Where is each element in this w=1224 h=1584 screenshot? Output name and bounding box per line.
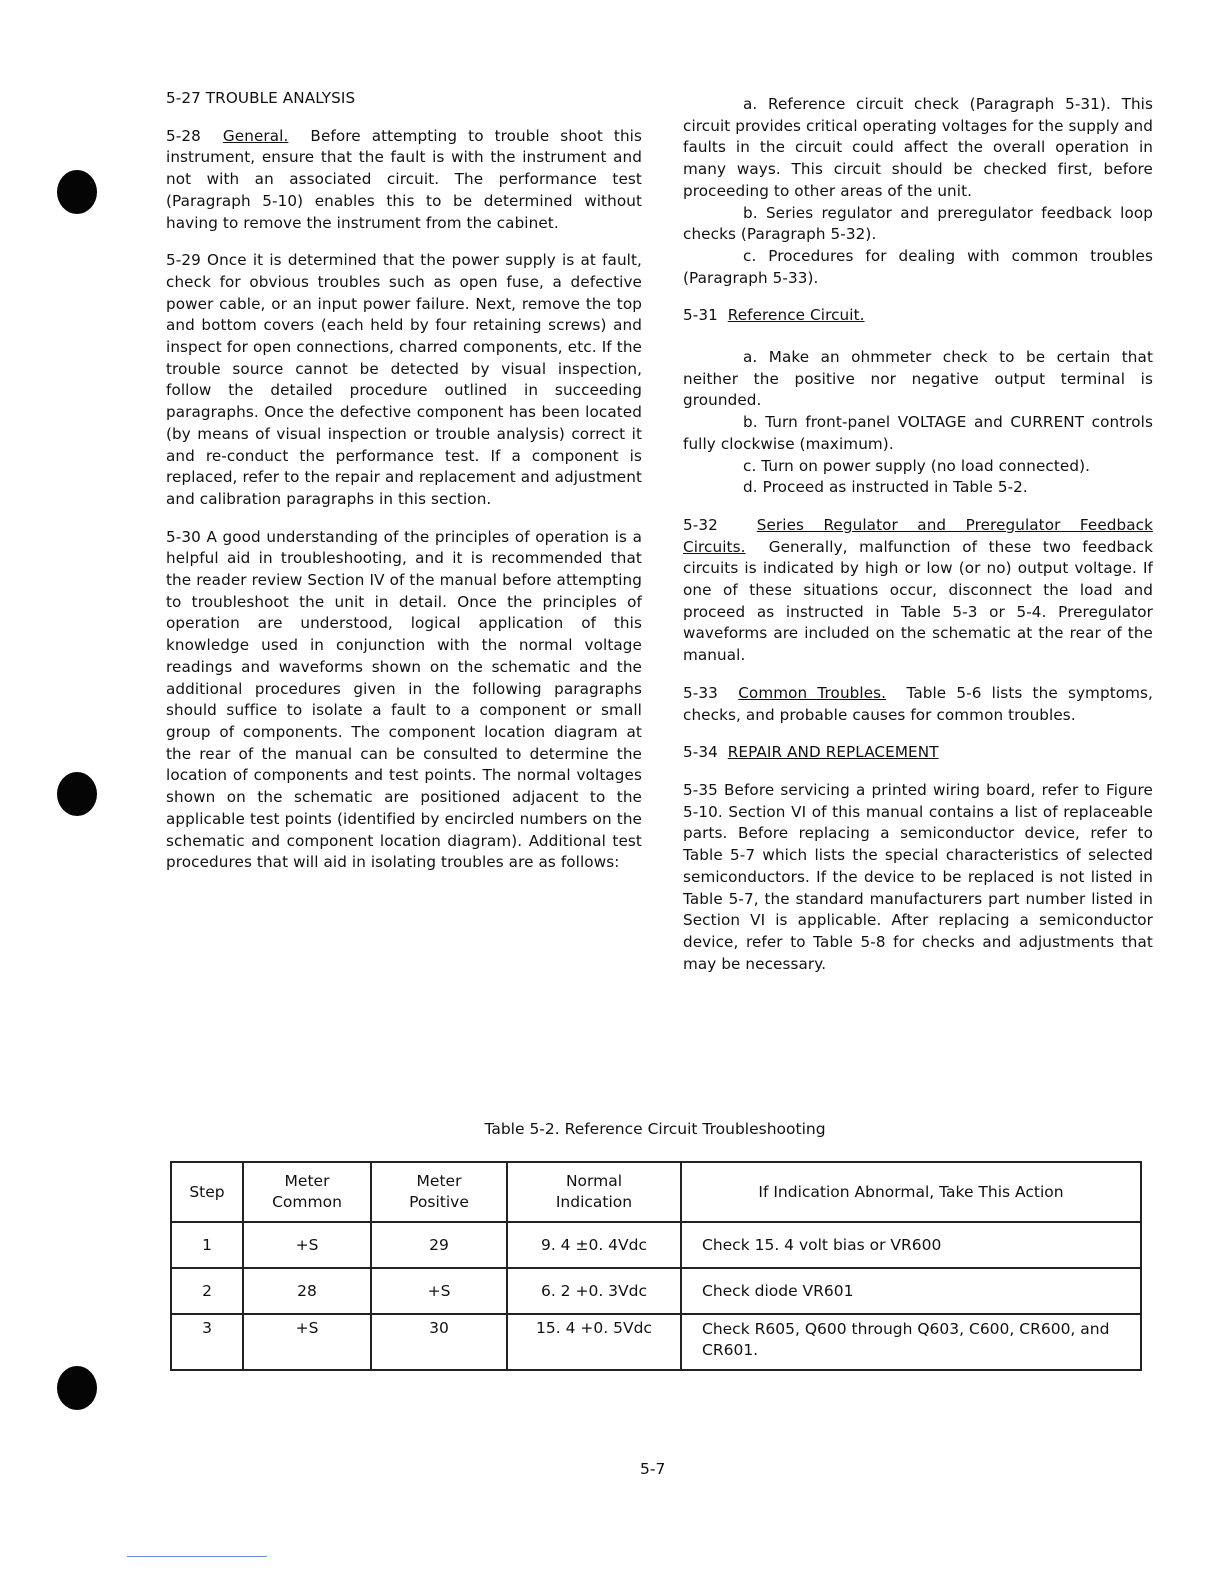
table-row: [171, 1222, 1141, 1268]
paragraph-title: General.: [222, 126, 289, 145]
header-line: Meter: [284, 1172, 330, 1190]
cell-normal: 6. 2 +0. 3Vdc: [507, 1268, 681, 1314]
cell-common: +S: [243, 1222, 371, 1268]
cell-common: 28: [243, 1268, 371, 1314]
paragraph-number: 5-28: [166, 126, 201, 145]
paragraph-5-29: 5-29 Once it is determined that the power supply is at fault, check for obvious troubles such as open fuse, a defective power cable, or an input power failure. Next, remove the top and bottom covers (each held by four retaining screws) and inspect for open connections, charred components, etc. If the trouble source cannot be detected by visual inspection, follow the detailed procedure outlined in succeeding paragraphs. Once the defective component has been located (by means of visual inspection or trouble analysis) correct it and re-conduct the performance test. If a component is replaced, refer to the repair and replacement and adjustment and calibration paragraphs in this section.: [166, 251, 642, 508]
paragraph-5-32: [683, 515, 1153, 667]
ref-step-c: c. Turn on power supply (no load connected).: [743, 456, 1091, 475]
cell-normal: 9. 4 ±0. 4Vdc: [507, 1222, 681, 1268]
ref-step-b: b. Turn front-panel VOLTAGE and CURRENT controls fully clockwise (maximum).: [683, 413, 1153, 453]
paragraph-text: Generally, malfunction of these two feedback circuits is indicated by high or low (or no) output voltage. If one of these situations occur, disconnect the load and proceed as instructed in Table 5-3 or 5-4. Preregulator waveforms are included on the schematic at the rear of the manual.: [683, 537, 1154, 665]
punch-hole-middle: [57, 772, 97, 816]
header-line: Indication: [555, 1193, 633, 1211]
cell-common: +S: [243, 1314, 371, 1370]
paragraph-title: REPAIR AND REPLACEMENT: [727, 743, 939, 762]
cell-positive: 30: [371, 1314, 507, 1370]
table-row: [171, 1268, 1141, 1314]
header-step: Step: [171, 1162, 243, 1222]
page-number: 5-7: [640, 1460, 666, 1478]
cell-normal: 15. 4 +0. 5Vdc: [507, 1314, 681, 1370]
header-line: Meter: [416, 1172, 462, 1190]
paragraph-text: Table 5-6 lists the symptoms, checks, and probable causes for common troubles.: [683, 683, 1153, 724]
header-line: Normal: [565, 1172, 623, 1190]
paragraph-5-28: [166, 126, 642, 235]
header-line: Positive: [409, 1193, 469, 1211]
cell-action: Check R605, Q600 through Q603, C600, CR600, and CR601.: [681, 1314, 1141, 1370]
item-c: c. Procedures for dealing with common troubles (Paragraph 5-33).: [683, 246, 1153, 287]
punch-hole-top: [57, 170, 97, 214]
section-heading: 5-27 TROUBLE ANALYSIS: [166, 89, 356, 107]
reference-circuit-table: [170, 1161, 1142, 1371]
paragraph-5-35: 5-35 Before servicing a printed wiring board, refer to Figure 5-10. Section VI of this manual contains a list of replaceable parts. Before replacing a semiconductor device, refer to Table 5-7 which lists the special characteristics of selected semiconductors. If the device to be replaced is not listed in Table 5-7, the standard manufacturers part number listed in Section VI is applicable. After replacing a semiconductor device, refer to Table 5-8 for checks and adjustments that may be necessary.: [683, 780, 1153, 973]
header-line: Common: [272, 1193, 342, 1211]
table-caption: Table 5-2. Reference Circuit Troubleshooting: [484, 1120, 826, 1138]
paragraph-text: Before attempting to trouble shoot this instrument, ensure that the fault is with the instrument and not with an associated circuit. The performance test (Paragraph 5-10) enables this to be determined without having to remove the instrument from the cabinet.: [166, 126, 643, 232]
paragraph-5-33: [683, 683, 1153, 726]
paragraph-title: Series Regulator and Preregulator Feedback Circuits.: [683, 515, 1154, 556]
footer-rule: [127, 1556, 267, 1557]
punch-hole-bottom: [57, 1366, 97, 1410]
ref-step-d: d. Proceed as instructed in Table 5-2.: [743, 478, 1028, 497]
cell-step: 3: [171, 1314, 243, 1370]
item-b: b. Series regulator and preregulator feedback loop checks (Paragraph 5-32).: [683, 203, 1153, 244]
paragraph-title: Common Troubles.: [738, 683, 887, 702]
paragraph-5-34-heading: [683, 742, 1153, 764]
right-column: [683, 94, 1153, 991]
cell-step: 2: [171, 1268, 243, 1314]
paragraph-number: 5-34: [683, 743, 718, 762]
header-meter-common: [243, 1162, 371, 1222]
paragraph-number: 5-32: [683, 515, 718, 534]
cell-positive: 29: [371, 1222, 507, 1268]
item-a: a. Reference circuit check (Paragraph 5-31). This circuit provides critical operating voltages for the supply and faults in the circuit could affect the overall operation in many ways. This circuit should be checked first, before proceeding to other areas of the unit.: [683, 95, 1153, 200]
header-action: If Indication Abnormal, Take This Action: [681, 1162, 1141, 1222]
cell-action: Check diode VR601: [681, 1268, 1141, 1314]
cell-action: Check 15. 4 volt bias or VR600: [681, 1222, 1141, 1268]
header-normal-indication: [507, 1162, 681, 1222]
paragraph-5-30: 5-30 A good understanding of the principles of operation is a helpful aid in troubleshooting, and it is recommended that the reader review Section IV of the manual before attempting to troubleshoot the unit in detail. Once the principles of operation are understood, logical application of this knowledge used in conjunction with the normal voltage readings and waveforms shown on the schematic and the additional procedures given in the following paragraphs should suffice to isolate a fault to a component or small group of components. The component location diagram at the rear of the manual can be consulted to determine the location of components and test points. The normal voltages shown on the schematic are positioned adjacent to the applicable test points (identified by encircled numbers on the schematic and component location diagram). Additional test procedures that will aid in isolating troubles are as follows:: [166, 527, 642, 872]
table-row: [171, 1314, 1141, 1370]
left-column: [166, 88, 642, 890]
paragraph-5-31-heading: [683, 305, 1153, 327]
ref-step-a: a. Make an ohmmeter check to be certain that neither the positive nor negative output terminal is grounded.: [683, 348, 1153, 410]
header-meter-positive: [371, 1162, 507, 1222]
cell-positive: +S: [371, 1268, 507, 1314]
table-header-row: [171, 1162, 1141, 1222]
paragraph-title: Reference Circuit.: [727, 306, 865, 325]
cell-step: 1: [171, 1222, 243, 1268]
paragraph-number: 5-31: [683, 306, 718, 325]
paragraph-number: 5-33: [683, 683, 718, 702]
